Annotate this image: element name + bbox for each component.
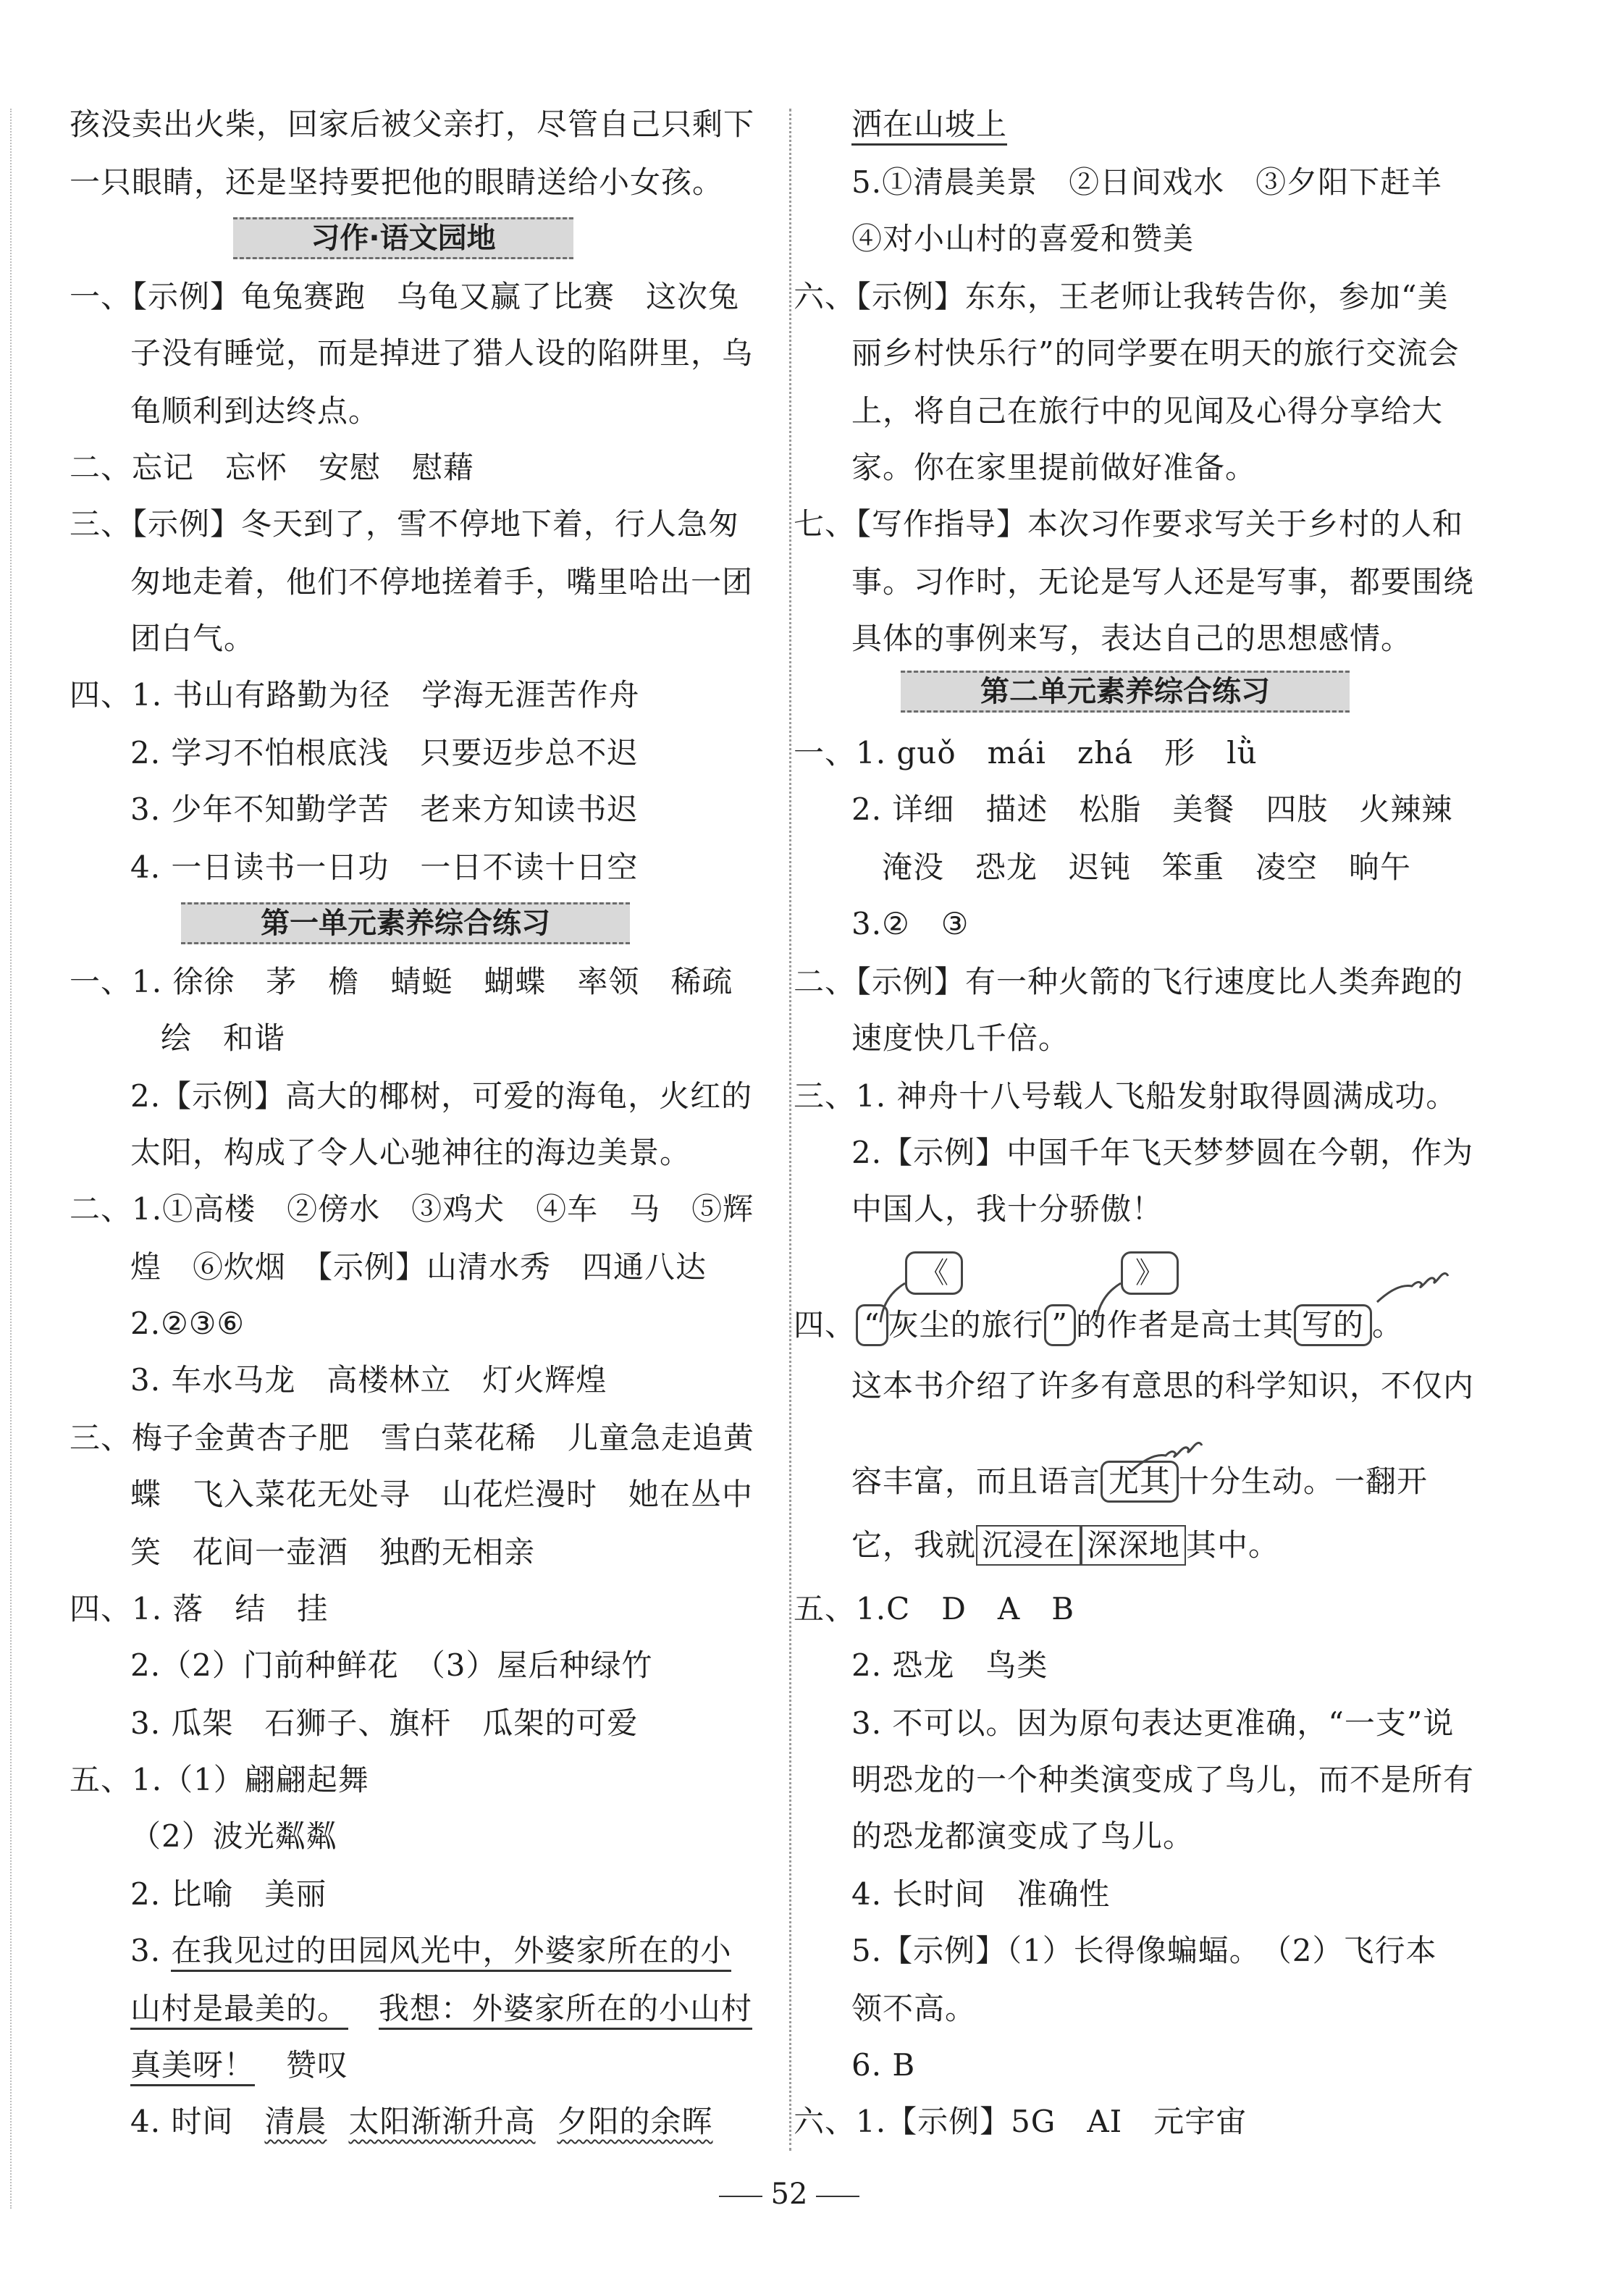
insert-bubble-left: 《 bbox=[905, 1251, 963, 1295]
right-line-11: 一、1. guǒ mái zhá 形 lǜ bbox=[794, 735, 1258, 771]
right-line-27: 明恐龙的一个种类演变成了鸟儿，而不是所有 bbox=[851, 1762, 1475, 1797]
right-line-15: 二、【示例】有一种火箭的飞行速度比人类奔跑的 bbox=[794, 964, 1464, 999]
left-line-2: 一只眼睛，还是坚持要把他的眼睛送给小女孩。 bbox=[70, 164, 724, 200]
left-line-4: 子没有睡觉，而是掉进了猎人设的陷阱里，乌 bbox=[130, 335, 754, 371]
right-line-33: 六、1.【示例】5G AI 元宇宙 bbox=[794, 2104, 1248, 2139]
answer-text: 的作者是高士其 bbox=[1076, 1307, 1295, 1343]
left-line-16: 2.【示例】高大的椰树，可爱的海龟，火红的 bbox=[130, 1078, 753, 1114]
right-line-32: 6. B bbox=[851, 2047, 916, 2083]
right-line-21: 这本书介绍了许多有意思的科学知识，不仅内 bbox=[851, 1368, 1475, 1403]
underlined-answer: 山村是最美的。 bbox=[130, 1991, 348, 2030]
left-line-27: 3. 瓜架 石狮子、旗杆 瓜架的可爱 bbox=[130, 1705, 639, 1741]
right-line-25: 2. 恐龙 鸟类 bbox=[851, 1647, 1048, 1683]
deleted-word-box: 写的 bbox=[1294, 1304, 1372, 1346]
left-line-20: 2.②③⑥ bbox=[130, 1306, 245, 1341]
left-line-9: 团白气。 bbox=[130, 621, 256, 656]
right-line-16: 速度快几千倍。 bbox=[851, 1020, 1070, 1056]
page-number-text: 52 bbox=[770, 2178, 808, 2211]
left-line-13: 4. 一日读书一日功 一日不读十日空 bbox=[130, 849, 639, 885]
right-line-26: 3. 不可以。因为原句表达更准确，“一支”说 bbox=[851, 1705, 1455, 1741]
right-line-24: 五、1.C D A B bbox=[794, 1591, 1075, 1626]
underlined-answer: 我想：外婆家所在的小山村 bbox=[379, 1991, 752, 2030]
left-line-22: 三、梅子金黄杏子肥 雪白菜花稀 儿童急走追黄 bbox=[70, 1420, 755, 1456]
left-line-26: 2.（2）门前种鲜花 （3）屋后种绿竹 bbox=[130, 1647, 653, 1683]
left-line-5: 龟顺利到达终点。 bbox=[130, 393, 380, 429]
left-line-10: 四、1. 书山有路勤为径 学海无涯苦作舟 bbox=[70, 677, 640, 713]
right-line-8: 七、【写作指导】本次习作要求写关于乡村的人和 bbox=[794, 506, 1464, 542]
section-heading-writing: 习作·语文园地 bbox=[233, 217, 573, 259]
answer-text: 灰尘的旅行 bbox=[888, 1307, 1044, 1343]
right-line-10: 具体的事例来写，表达自己的思想感情。 bbox=[851, 621, 1413, 656]
underlined-answer: 真美呀！ bbox=[130, 2047, 255, 2086]
right-line-14: 3.② ③ bbox=[851, 906, 969, 941]
left-line-12: 3. 少年不知勤学苦 老来方知读书迟 bbox=[130, 792, 639, 827]
left-line-15: 绘 和谐 bbox=[161, 1020, 286, 1056]
section-heading-unit-2: 第二单元素养综合练习 bbox=[901, 671, 1350, 713]
margin-dotted-line bbox=[10, 109, 12, 2209]
item-number: 3. bbox=[130, 1933, 172, 1968]
right-line-2: 5.①清晨美景 ②日间戏水 ③夕阳下赶羊 bbox=[851, 164, 1443, 200]
left-line-1: 孩没卖出火柴，回家后被父亲打，尽管自己只剩下 bbox=[70, 106, 755, 142]
wavy-underlined-answer: 太阳渐渐升高 bbox=[348, 2104, 536, 2139]
answer-text: 4. 时间 bbox=[130, 2104, 265, 2139]
left-line-14: 一、1. 徐徐 茅 檐 蜻蜓 蝴蝶 率领 稀疏 bbox=[70, 964, 733, 999]
left-line-25: 四、1. 落 结 挂 bbox=[70, 1591, 329, 1626]
underlined-answer: 在我见过的田园风光中，外婆家所在的小 bbox=[171, 1933, 731, 1972]
left-line-32 bbox=[130, 1987, 752, 2031]
insert-bubble-right: 》 bbox=[1121, 1251, 1179, 1295]
right-line-7: 家。你在家里提前做好准备。 bbox=[851, 450, 1257, 485]
right-line-29: 4. 长时间 准确性 bbox=[851, 1876, 1111, 1912]
item-number: 四、 bbox=[794, 1307, 857, 1343]
left-line-34 bbox=[130, 2100, 712, 2144]
left-line-23: 蝶 飞入菜花无处寻 山花烂漫时 她在丛中 bbox=[130, 1477, 754, 1512]
right-line-9: 事。习作时，无论是写人还是写事，都要围绕 bbox=[851, 564, 1475, 600]
right-line-6: 上，将自己在旅行中的见闻及心得分享给大 bbox=[851, 393, 1444, 429]
left-line-7: 三、【示例】冬天到了，雪不停地下着，行人急匆 bbox=[70, 506, 740, 542]
right-line-3: ④对小山村的喜爱和赞美 bbox=[851, 221, 1195, 256]
left-line-3: 一、【示例】龟兔赛跑 乌龟又赢了比赛 这次兔 bbox=[70, 279, 740, 314]
right-line-20 bbox=[794, 1303, 1403, 1350]
right-line-5: 丽乡村快乐行”的同学要在明天的旅行交流会 bbox=[851, 335, 1460, 371]
right-line-31: 领不高。 bbox=[851, 1991, 977, 2026]
section-heading-unit-1: 第一单元素养综合练习 bbox=[181, 902, 630, 944]
deleted-word-box: 尤其 bbox=[1101, 1461, 1179, 1503]
right-line-19: 中国人，我十分骄傲！ bbox=[851, 1191, 1164, 1227]
answer-text: 十分生动。一翻开 bbox=[1179, 1464, 1429, 1499]
right-line-28: 的恐龙都演变成了鸟儿。 bbox=[851, 1818, 1195, 1854]
left-line-6: 二、忘记 忘怀 安慰 慰藉 bbox=[70, 450, 475, 485]
left-line-21: 3. 车水马龙 高楼林立 灯火辉煌 bbox=[130, 1362, 607, 1398]
right-line-1 bbox=[851, 103, 1007, 146]
answer-text: 其中。 bbox=[1186, 1527, 1280, 1563]
answer-text: 赞叹 bbox=[255, 2047, 349, 2083]
answer-text: 它，我就 bbox=[851, 1527, 977, 1563]
right-line-17: 三、1. 神舟十八号载人飞船发射取得圆满成功。 bbox=[794, 1078, 1457, 1114]
left-line-24: 笑 花间一壶酒 独酌无相亲 bbox=[130, 1534, 536, 1570]
right-line-4: 六、【示例】东东，王老师让我转告你，参加“美 bbox=[794, 279, 1449, 314]
left-line-29: （2）波光粼粼 bbox=[130, 1818, 337, 1854]
quote-box: ” bbox=[1044, 1304, 1076, 1346]
left-line-28: 五、1.（1）翩翩起舞 bbox=[70, 1762, 369, 1797]
right-line-30: 5.【示例】（1）长得像蝙蝠。 （2）飞行本 bbox=[851, 1933, 1437, 1968]
left-line-31 bbox=[130, 1929, 731, 1973]
right-line-13: 淹没 恐龙 迟钝 笨重 凌空 晌午 bbox=[882, 849, 1412, 885]
left-line-8: 匆地走着，他们不停地搓着手，嘴里哈出一团 bbox=[130, 564, 754, 600]
page-number bbox=[681, 2172, 898, 2216]
right-line-23 bbox=[851, 1524, 1279, 1570]
left-line-30: 2. 比喻 美丽 bbox=[130, 1876, 327, 1912]
left-line-18: 二、1.①高楼 ②傍水 ③鸡犬 ④车 马 ⑤辉 bbox=[70, 1191, 754, 1227]
right-line-18: 2.【示例】中国千年飞天梦梦圆在今朝，作为 bbox=[851, 1135, 1474, 1170]
left-line-19: 煌 ⑥炊烟 【示例】山清水秀 四通八达 bbox=[130, 1249, 707, 1285]
quote-box: “ bbox=[856, 1304, 888, 1346]
swap-word-box: 沉浸在 bbox=[976, 1525, 1081, 1566]
answer-text: 。 bbox=[1372, 1307, 1404, 1343]
right-line-12: 2. 详细 描述 松脂 美餐 四肢 火辣辣 bbox=[851, 792, 1453, 827]
wavy-underlined-answer: 夕阳的余晖 bbox=[557, 2104, 713, 2139]
column-divider bbox=[789, 109, 791, 2151]
right-line-22 bbox=[851, 1460, 1428, 1506]
left-line-33 bbox=[130, 2044, 348, 2087]
underlined-answer: 洒在山坡上 bbox=[851, 106, 1007, 146]
left-line-17: 太阳，构成了令人心驰神往的海边美景。 bbox=[130, 1135, 691, 1170]
deletion-loop-mark bbox=[1376, 1269, 1455, 1305]
left-line-11: 2. 学习不怕根底浅 只要迈步总不迟 bbox=[130, 735, 639, 771]
swap-word-box: 深深地 bbox=[1081, 1525, 1186, 1566]
answer-text: 容丰富，而且语言 bbox=[851, 1464, 1101, 1499]
wavy-underlined-answer: 清晨 bbox=[264, 2104, 327, 2139]
